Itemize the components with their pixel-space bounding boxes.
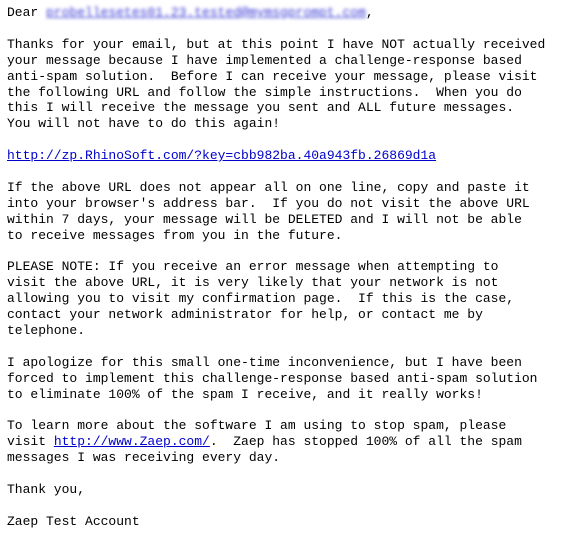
please-note-line-4: contact your network administrator for help, or contact me by: [7, 307, 483, 323]
please-note-paragraph: [7, 259, 563, 339]
please-note-line-1: PLEASE NOTE: If you receive an error message when attempting to: [7, 259, 499, 275]
apology-line-3: to eliminate 100% of the spam I receive, and it really works!: [7, 386, 483, 402]
url-instructions-paragraph: [7, 180, 563, 244]
greeting-suffix: ,: [365, 5, 374, 20]
confirmation-link[interactable]: http://zp.RhinoSoft.com/?key=cbb982ba.40a943fb.26869d1a: [7, 148, 437, 164]
please-note-line-3: allowing you to visit my confirmation page. If this is the case,: [7, 291, 515, 307]
learn-more-line-2: [7, 434, 563, 450]
intro-line-2: your message because I have implemented a challenge-response based: [7, 52, 522, 68]
confirm-link-line: [7, 148, 563, 164]
signature-line: Zaep Test Account: [7, 513, 140, 529]
url-instructions-line-3: within 7 days, your message will be DELETED and I will not be able: [7, 211, 522, 227]
learn-more-line-2-suffix: . Zaep has stopped 100% of all the spam: [209, 434, 522, 450]
apology-line-1: I apologize for this small one-time inconvenience, but I have been: [7, 354, 522, 370]
learn-more-paragraph: [7, 418, 563, 466]
apology-line-2: forced to implement this challenge-response based anti-spam solution: [7, 370, 538, 386]
apology-paragraph: [7, 355, 563, 403]
recipient-email-link[interactable]: probellesetes01.23.tested@mymsgprompt.com: [46, 5, 366, 20]
intro-line-3: anti-spam solution. Before I can receive your message, please visit: [7, 68, 538, 84]
intro-line-4: the following URL and follow the simple instructions. When you do: [7, 84, 522, 100]
learn-more-line-2-prefix: visit: [7, 434, 54, 450]
email-body: [7, 5, 563, 546]
intro-line-1: Thanks for your email, but at this point I have NOT actually received: [7, 36, 546, 52]
please-note-line-5: telephone.: [7, 323, 86, 339]
learn-more-line-3: messages I was receiving every day.: [7, 450, 281, 466]
intro-paragraph: [7, 37, 563, 132]
url-instructions-line-4: to receive messages from you in the future.: [7, 227, 343, 243]
greeting-line: [7, 5, 563, 21]
please-note-line-2: visit the above URL, it is very likely that your network is not: [7, 275, 499, 291]
learn-more-line-1: To learn more about the software I am using to stop spam, please: [7, 418, 507, 434]
closing-line: Thank you,: [7, 482, 86, 498]
url-instructions-line-1: If the above URL does not appear all on one line, copy and paste it: [7, 179, 530, 195]
zaep-website-link[interactable]: http://www.Zaep.com/: [53, 434, 210, 450]
url-instructions-line-2: into your browser's address bar. If you do not visit the above URL: [7, 195, 530, 211]
greeting-prefix: Dear: [7, 5, 47, 20]
intro-line-6: You will not have to do this again!: [7, 116, 281, 132]
intro-line-5: this I will receive the message you sent and ALL future messages.: [7, 100, 515, 116]
